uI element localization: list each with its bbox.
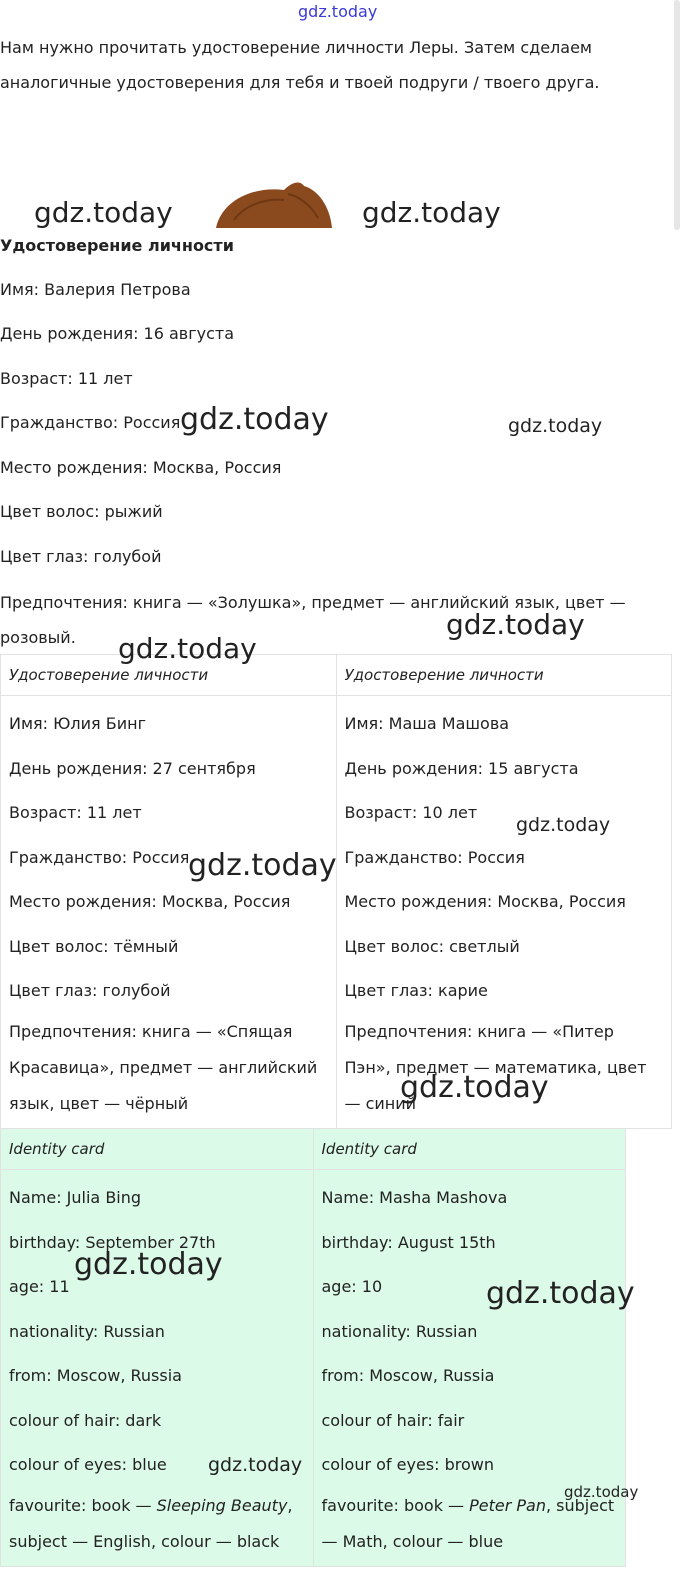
ru-card-2-age: Возраст: 10 лет — [344, 803, 478, 822]
en-card-1-fav-prefix: favourite: book — — [9, 1495, 157, 1515]
lera-age: Возраст: 11 лет — [0, 369, 133, 388]
en-card-1-title: Identity card — [1, 1129, 314, 1170]
watermark-top: gdz.today — [298, 2, 378, 21]
watermark: gdz.today — [208, 1454, 303, 1476]
watermark: gdz.today — [188, 848, 337, 883]
lera-birthplace: Место рождения: Москва, Россия — [0, 458, 282, 477]
lera-name: Имя: Валерия Петрова — [0, 280, 191, 299]
ru-card-2-eyes: Цвет глаз: карие — [344, 981, 488, 1000]
en-card-1-name: Name: Julia Bing — [9, 1188, 142, 1207]
ru-card-2-birthday: День рождения: 15 августа — [344, 758, 579, 778]
en-card-2-age: age: 10 — [321, 1277, 383, 1296]
lera-citizenship: Гражданство: Россия — [0, 413, 181, 432]
lera-birthday: День рождения: 16 августа — [0, 324, 235, 343]
ru-card-1-birthplace: Место рождения: Москва, Россия — [9, 892, 291, 911]
ru-card-1-citizenship: Гражданство: Россия — [9, 847, 190, 867]
en-cards-table — [0, 1128, 626, 1567]
en-card-2-title: Identity card — [313, 1129, 626, 1170]
watermark: gdz.today — [516, 814, 611, 836]
en-card-1-nationality: nationality: Russian — [9, 1321, 165, 1341]
en-card-2-nationality: nationality: Russian — [321, 1321, 478, 1341]
en-card-2-hair: colour of hair: fair — [321, 1410, 465, 1430]
ru-card-2-citizenship: Гражданство: Россия — [344, 847, 525, 867]
intro-text: Нам нужно прочитать удостоверение личности Леры. Затем сделаем аналогичные удостоверения для тебя и твоей подруги / твоего друга. — [0, 38, 600, 92]
ru-card-1 — [1, 696, 337, 1129]
en-card-2-birthday: birthday: August 15th — [321, 1232, 496, 1252]
ru-card-2-name: Имя: Маша Машова — [344, 714, 510, 733]
watermark: gdz.today — [118, 632, 257, 665]
ru-card-1-age: Возраст: 11 лет — [9, 803, 142, 822]
en-card-2-name: Name: Masha Mashova — [321, 1188, 508, 1207]
ru-card-1-title: Удостоверение личности — [1, 655, 337, 696]
lera-card-title: Удостоверение личности — [0, 236, 234, 255]
ru-card-2-title: Удостоверение личности — [336, 655, 672, 696]
ru-card-1-birthday: День рождения: 27 сентября — [9, 758, 256, 778]
ru-card-2 — [336, 696, 672, 1129]
lera-eyes: Цвет глаз: голубой — [0, 547, 162, 566]
en-card-1-birthday: birthday: September 27th — [9, 1232, 216, 1252]
lera-hair: Цвет волос: рыжий — [0, 502, 163, 521]
en-card-1-favourite — [9, 1488, 305, 1560]
ru-card-2-prefs: Предпочтения: книга — «Питер Пэн», предмет — математика, цвет — синий — [344, 1021, 647, 1113]
ru-card-2-birthplace: Место рождения: Москва, Россия — [344, 892, 626, 911]
watermark: gdz.today — [180, 402, 329, 437]
ru-cards-table — [0, 654, 672, 1129]
en-card-1-fav-book: Sleeping Beauty — [156, 1495, 288, 1515]
en-card-1-fav-suffix: , subject — English, colour — black — [9, 1495, 293, 1551]
en-card-2-from: from: Moscow, Russia — [321, 1366, 495, 1385]
en-card-2 — [313, 1170, 626, 1567]
ru-card-2-hair: Цвет волос: светлый — [344, 936, 520, 956]
hair-illustration — [214, 180, 334, 230]
en-card-1-hair: colour of hair: dark — [9, 1410, 162, 1430]
watermark: gdz.today — [362, 196, 501, 229]
ru-card-1-name: Имя: Юлия Бинг — [9, 714, 146, 733]
en-card-1-eyes: colour of eyes: blue — [9, 1455, 167, 1474]
watermark: gdz.today — [508, 415, 603, 437]
ru-card-1-eyes: Цвет глаз: голубой — [9, 981, 171, 1000]
en-card-1-from: from: Moscow, Russia — [9, 1366, 182, 1385]
watermark: gdz.today — [400, 1070, 549, 1105]
watermark: gdz.today — [74, 1247, 223, 1282]
watermark: gdz.today — [564, 1483, 639, 1501]
ru-card-1-prefs: Предпочтения: книга — «Спящая Красавица», предмет — английский язык, цвет — чёрный — [9, 1021, 318, 1113]
en-card-2-fav-suffix: , subject — Math, colour — blue — [321, 1495, 615, 1551]
en-card-1-age: age: 11 — [9, 1277, 70, 1296]
watermark: gdz.today — [34, 196, 173, 229]
en-card-2-fav-book: Peter Pan — [469, 1495, 546, 1515]
ru-card-1-hair: Цвет волос: тёмный — [9, 936, 179, 956]
en-card-2-eyes: colour of eyes: brown — [321, 1455, 494, 1474]
watermark: gdz.today — [486, 1276, 635, 1311]
watermark: gdz.today — [446, 608, 585, 641]
en-card-1 — [1, 1170, 314, 1567]
scrollbar[interactable] — [674, 0, 680, 230]
lera-prefs: Предпочтения: книга — «Золушка», предмет — английский язык, цвет — розовый. — [0, 593, 626, 647]
en-card-2-fav-prefix: favourite: book — — [321, 1495, 470, 1515]
